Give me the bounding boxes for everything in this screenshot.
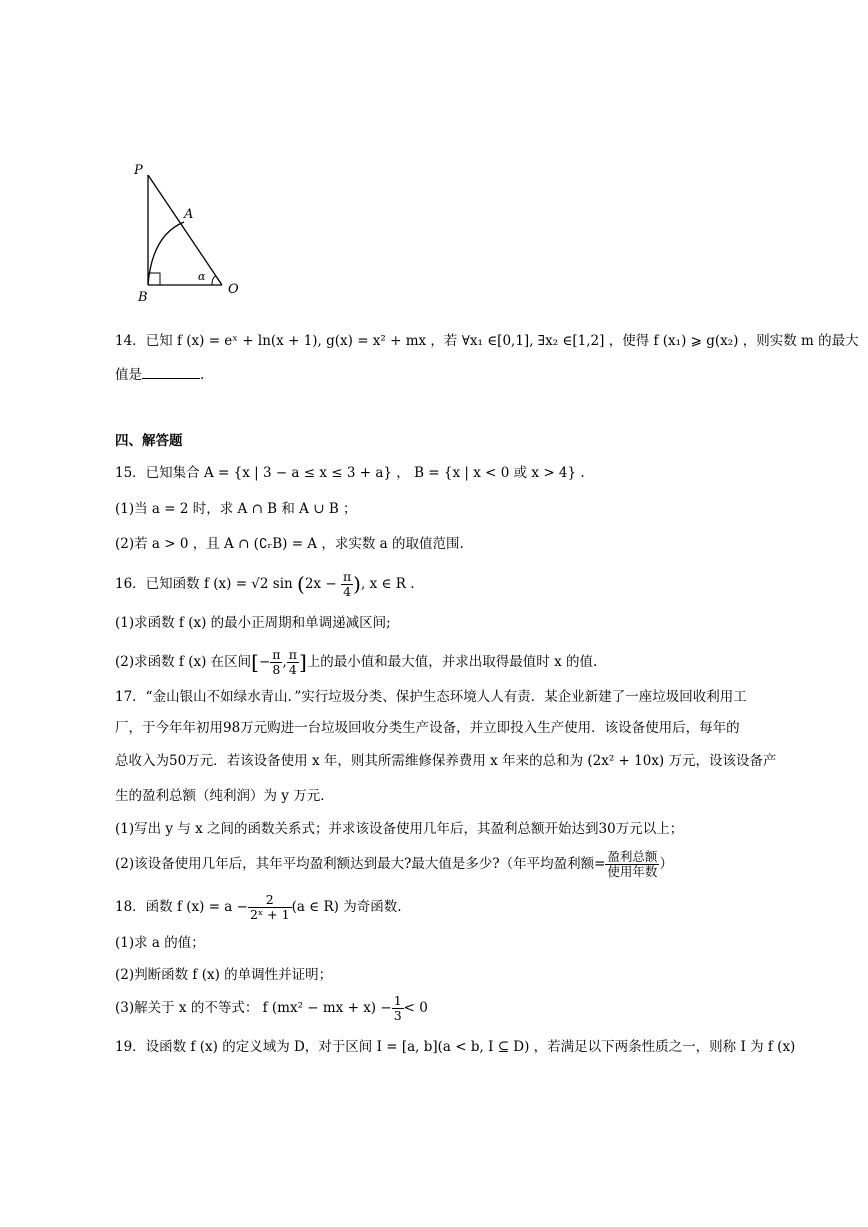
q16-stem-b: 2x − bbox=[304, 576, 337, 592]
q16-part2-a: (2)求函数 f (x) 在区间 bbox=[115, 654, 252, 670]
q15-part1: (1)当 a = 2 时，求 A ∩ B 和 A ∪ B ； bbox=[115, 501, 357, 517]
q14-line1: 14．已知 f (x) = eˣ + ln(x + 1), g(x) = x² + mx ，若 ∀x₁ ∈[0,1], ∃x₂ ∈[1,2] ，使得 f (x₁) ⩾ g(x₂) ，则实数 m 的最大 bbox=[115, 333, 859, 349]
q18-part3-b: < 0 bbox=[403, 1000, 428, 1016]
q17-line1: 17．“金山银山不如绿水青山．”实行垃圾分类、保护生态环境人人有责．某企业新建了一座垃圾回收利用工 bbox=[115, 689, 747, 705]
q15-stem: 15．已知集合 A = {x | 3 − a ≤ x ≤ 3 + a} ， B = {x | x < 0 或 x > 4} . bbox=[115, 465, 585, 481]
q18-stem-a: 18．函数 f (x) = a − bbox=[115, 899, 248, 915]
arc-ba bbox=[148, 222, 184, 285]
q17-part1: (1)写出 y 与 x 之间的函数关系式；并求该设备使用几年后，其盈利总额开始达到30万元以上； bbox=[115, 821, 684, 837]
q17-line4: 生的盈利总额（纯利润）为 y 万元． bbox=[115, 788, 334, 804]
q18-part3 bbox=[115, 994, 428, 1023]
q14-line2 bbox=[115, 366, 204, 384]
q17-part2 bbox=[115, 850, 673, 879]
q17-line2: 厂，于今年年初用98万元购进一台垃圾回收分类生产设备，并立即投入生产使用．该设备使用后，每年的 bbox=[115, 720, 740, 736]
label-a: A bbox=[184, 207, 194, 222]
q14-period: . bbox=[200, 367, 205, 383]
q18-part3-a: (3)解关于 x 的不等式： f (mx² − mx + x) − bbox=[115, 1000, 392, 1016]
interval-right-fraction: $\frac{\pi}{4}$ bbox=[288, 647, 297, 677]
q16-part2: (2)求函数 f (x) 在区间[− $\frac{\pi}{8}$ , $\frac{\pi}{4}$ ]上的最小值和最大值，并求出取得最值时 x 的值. bbox=[115, 647, 598, 677]
label-o: O bbox=[228, 282, 239, 297]
segment-po bbox=[148, 175, 222, 285]
q18-stem bbox=[115, 893, 401, 922]
q18-part1: (1)求 a 的值； bbox=[115, 935, 205, 951]
avg-profit-fraction: $\frac{\text{盈利总额}}{\text{使用年数}}$ bbox=[607, 849, 658, 879]
q14-answer-prefix: 值是 bbox=[115, 367, 142, 383]
q16-stem-c: , x ∈ R . bbox=[360, 576, 415, 592]
q16-stem: 16．已知函数 f (x) = √2 sin (2x − $\frac{\pi}{4}$ ), x ∈ R . bbox=[115, 569, 415, 599]
triangle-diagram bbox=[130, 160, 260, 305]
q18-stem-b: (a ∈ R) 为奇函数. bbox=[291, 899, 402, 915]
q16-part1: (1)求函数 f (x) 的最小正周期和单调递减区间; bbox=[115, 615, 391, 631]
q17-part2-a: (2)该设备使用几年后，其年平均盈利额达到最大?最大值是多少?（年平均盈利额= bbox=[115, 856, 606, 872]
q18-fraction: $\frac{2}{\text{2ˣ + 1}}$ bbox=[249, 892, 290, 922]
label-p: P bbox=[134, 163, 143, 178]
q17-line3: 总收入为50万元．若该设备使用 x 年，则其所需维修保养费用 x 年来的总和为 (2x² + 10x) 万元，设该设备产 bbox=[115, 753, 777, 769]
q16-fraction: $\frac{\pi}{4}$ bbox=[342, 569, 352, 599]
q16-stem-a: 16．已知函数 f (x) = √2 sin bbox=[115, 576, 293, 592]
answer-blank bbox=[142, 366, 200, 379]
q15-part2: (2)若 a > 0 ，且 A ∩ (∁ᵣB) = A ，求实数 a 的取值范围. bbox=[115, 536, 464, 552]
label-alpha: α bbox=[198, 270, 206, 283]
angle-alpha-arc bbox=[212, 276, 216, 285]
q17-part2-b: ） bbox=[659, 856, 673, 872]
interval-left-fraction: $\frac{\pi}{8}$ bbox=[272, 647, 281, 677]
one-third-fraction: $\frac{1}{3}$ bbox=[393, 993, 402, 1023]
label-b: B bbox=[138, 290, 148, 305]
q19-line1: 19．设函数 f (x) 的定义域为 D，对于区间 I = [a, b](a < b, I ⊆ D) ，若满足以下两条性质之一，则称 I 为 f (x) bbox=[115, 1039, 796, 1055]
section-heading: 四、解答题 bbox=[115, 433, 183, 449]
triangle-figure bbox=[130, 160, 260, 305]
q16-part2-b: 上的最小值和最大值，并求出取得最值时 x 的值. bbox=[306, 654, 598, 670]
q18-part2: (2)判断函数 f (x) 的单调性并证明； bbox=[115, 967, 333, 983]
